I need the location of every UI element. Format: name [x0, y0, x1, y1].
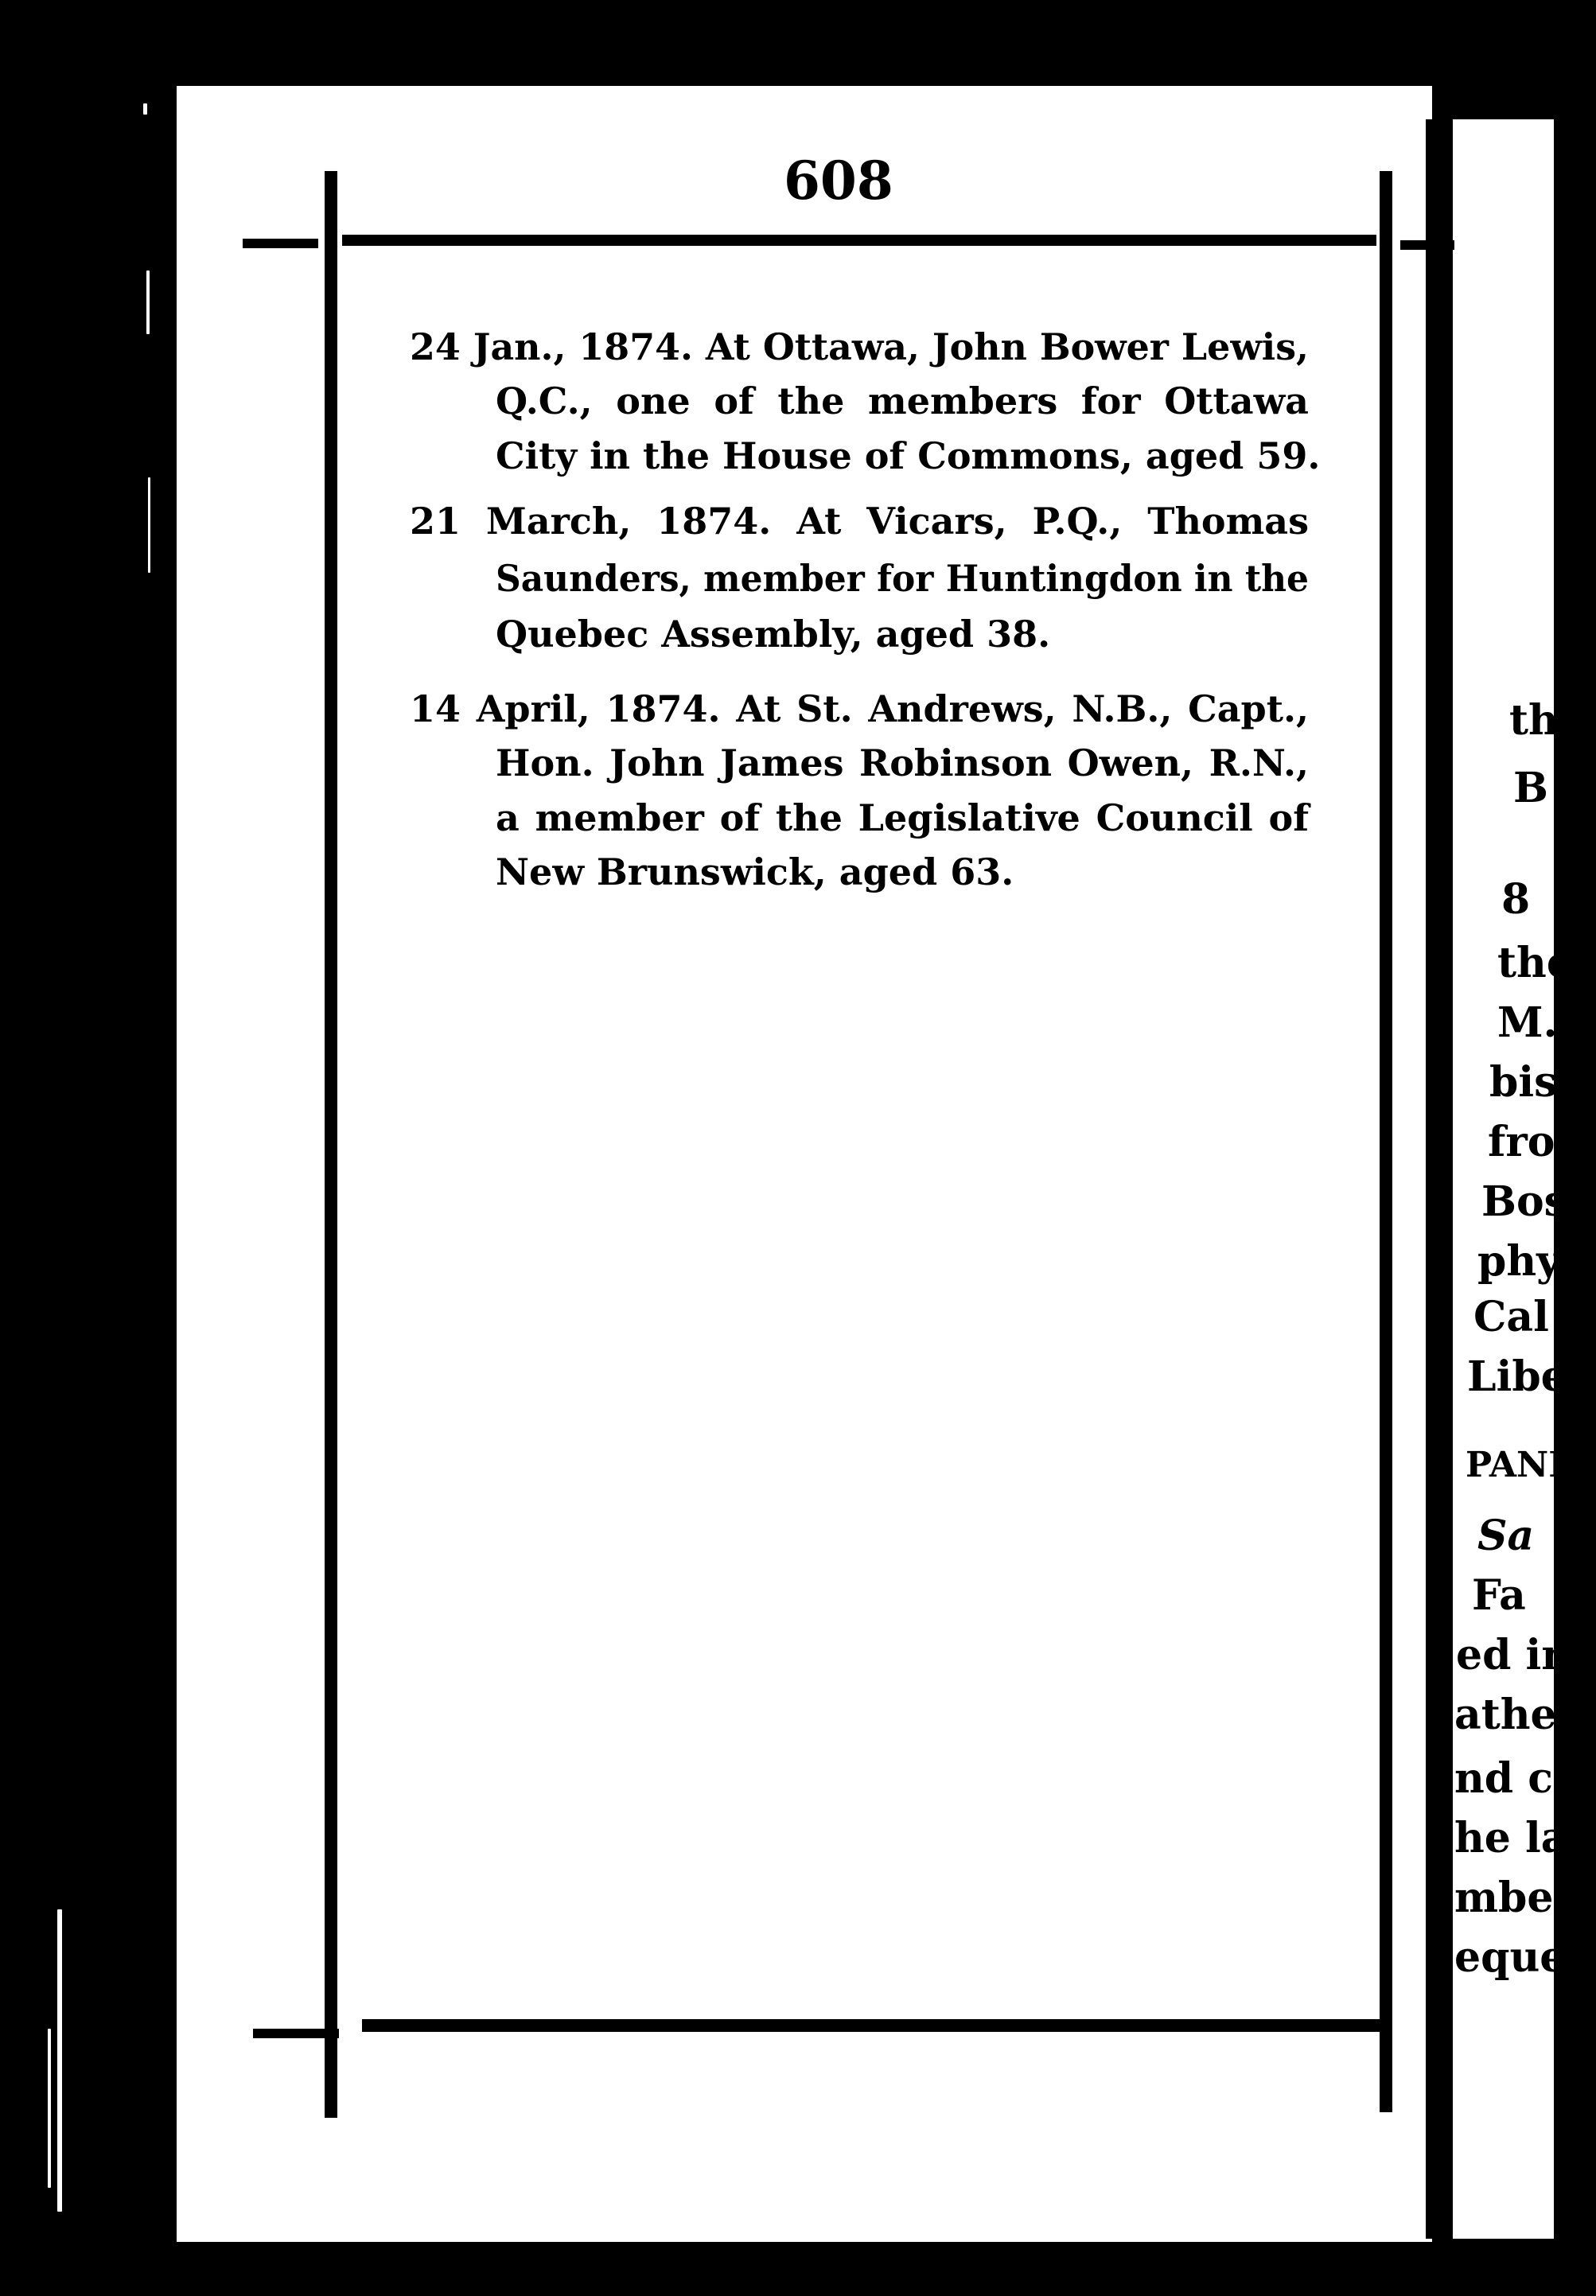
page-number: 608: [784, 150, 893, 212]
scan-speck: [57, 1909, 62, 2212]
adjacent-page-text: mber: [1454, 1874, 1575, 1922]
adjacent-page-text: Fa: [1472, 1571, 1526, 1620]
entry-line: New Brunswick, aged 63.: [496, 850, 1014, 893]
adjacent-page-text: ather: [1454, 1691, 1578, 1739]
entry-line: Saunders, member for Huntingdon in the: [496, 557, 1309, 600]
adjacent-page-text: 8: [1501, 875, 1531, 924]
frame-left-rule: [325, 171, 337, 2118]
adjacent-page-text: the: [1497, 939, 1573, 987]
scan-speck: [148, 477, 150, 573]
adjacent-page-text: ed in: [1456, 1631, 1572, 1679]
adjacent-page-text: equen: [1454, 1933, 1596, 1982]
scan-speck: [48, 2029, 51, 2188]
entry-line: 21 March, 1874. At Vicars, P.Q., Thomas: [410, 500, 1309, 543]
entry-line: Q.C., one of the members for Ottawa: [496, 379, 1309, 422]
scan-speck: [143, 103, 147, 115]
entry-line: Quebec Assembly, aged 38.: [496, 613, 1051, 656]
entry-line: City in the House of Commons, aged 59.: [496, 434, 1321, 477]
adjacent-page-text: th: [1509, 696, 1559, 745]
adjacent-page-text: phy: [1477, 1237, 1561, 1286]
adjacent-page-text: Libe: [1467, 1352, 1567, 1401]
adjacent-page-text: Bos: [1481, 1177, 1567, 1226]
adjacent-page-text: nd ca: [1454, 1754, 1580, 1803]
frame-right-rule: [1380, 171, 1392, 2112]
frame-bottom-rule: [362, 2019, 1382, 2032]
frame-top-rule-left-stub: [243, 239, 318, 248]
entry-line: 24 Jan., 1874. At Ottawa, John Bower Lewis,: [410, 325, 1309, 368]
frame-top-rule: [342, 235, 1376, 246]
entry-line: a member of the Legislative Council of: [496, 796, 1309, 839]
adjacent-page-text: Cal: [1473, 1293, 1549, 1341]
adjacent-page-text: Sa: [1477, 1512, 1535, 1560]
adjacent-page-text: M.: [1497, 998, 1558, 1047]
adjacent-page-text: he la: [1454, 1814, 1568, 1862]
frame-top-rule-right-stub: [1400, 240, 1454, 250]
scan-speck: [146, 270, 150, 334]
adjacent-page-fragment: [1426, 119, 1596, 2239]
adjacent-page-text: fro: [1488, 1118, 1555, 1166]
frame-bottom-rule-left-stub: [253, 2029, 339, 2038]
entry-line: Hon. John James Robinson Owen, R.N.,: [496, 741, 1309, 784]
entry-line: 14 April, 1874. At St. Andrews, N.B., Capt.,: [410, 687, 1309, 730]
adjacent-page-text: B: [1513, 764, 1548, 812]
adjacent-page-text: bis: [1489, 1058, 1558, 1107]
adjacent-page-text: PANE: [1466, 1445, 1575, 1485]
page-gutter-shadow: [1426, 119, 1453, 2239]
